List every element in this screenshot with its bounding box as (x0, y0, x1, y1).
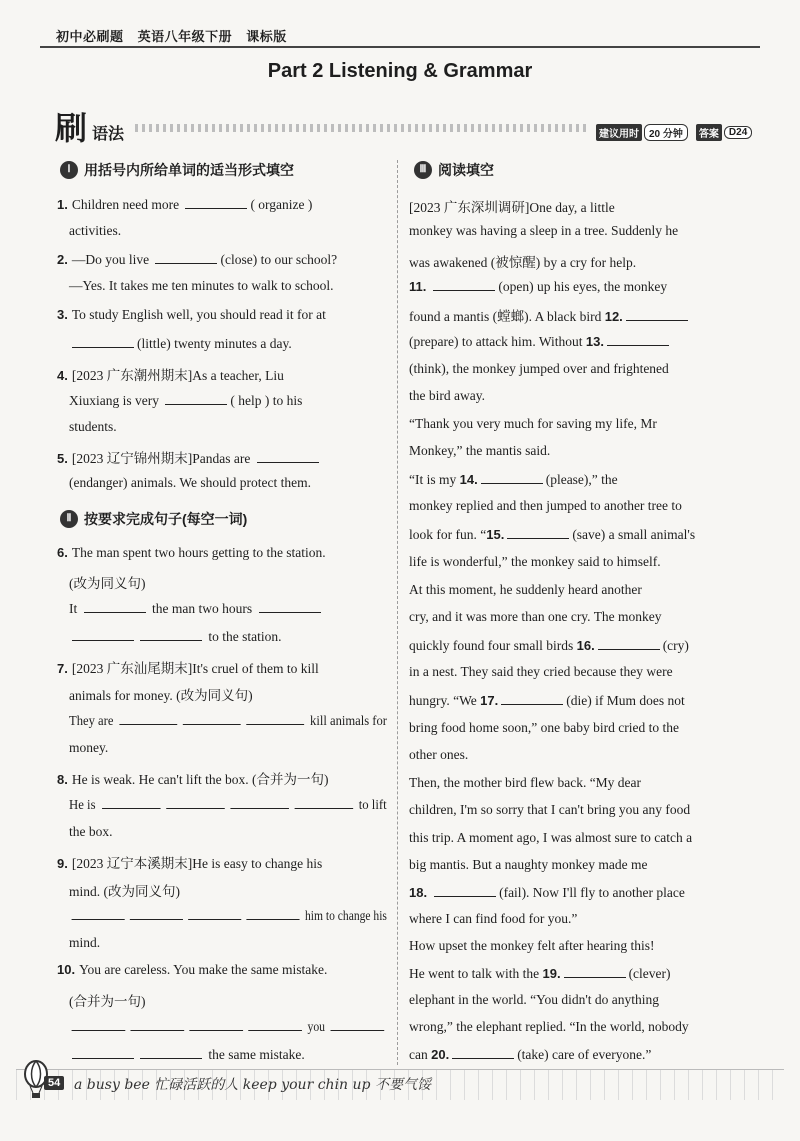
section-3-title: 阅读填空 (438, 162, 494, 178)
answer-blank[interactable] (185, 196, 247, 209)
text-segment: (please),” the (545, 472, 618, 487)
answer-blank[interactable] (130, 907, 183, 920)
question-number: 10. (57, 962, 76, 977)
text-segment: (open) up his eyes, the monkey (498, 279, 668, 294)
right-line (409, 775, 741, 791)
text-segment: to lift (355, 797, 387, 812)
question-number: 4. (57, 368, 68, 383)
text-segment: (合并为一句) (69, 994, 146, 1009)
right-line (409, 305, 741, 325)
text-segment: (die) if Mum does not (566, 693, 685, 708)
text-segment: was awakened (被惊醒) by a cry for help. (409, 255, 637, 270)
right-line (409, 692, 741, 709)
text-segment: the box. (69, 824, 113, 839)
header-rule (40, 46, 760, 48)
text-segment: (clever) (628, 966, 671, 981)
text-segment: (改为同义句) (69, 576, 146, 591)
subject-name: 英语八年级下册 (137, 29, 233, 44)
text-segment: cry, and it was more than one cry. The monkey (409, 609, 662, 624)
text-segment: money. (69, 740, 109, 755)
question-number: 14. (459, 472, 478, 487)
text-segment: quickly found four small birds (409, 638, 577, 653)
text-segment: [2023 广东潮州期末]As a teacher, Liu (71, 368, 284, 383)
left-line (69, 712, 387, 729)
running-header (56, 26, 297, 45)
left-line (69, 419, 387, 435)
answer-blank[interactable] (72, 628, 134, 641)
question-number: 18. (409, 885, 428, 900)
answer-blank[interactable] (331, 1018, 385, 1031)
page-number: 54 (44, 1076, 64, 1090)
text-segment: He is weak. He can't lift the box. (合并为一句) (71, 772, 329, 787)
question-number: 6. (57, 545, 68, 560)
question-number: 15. (486, 527, 505, 542)
question-number: 13. (585, 334, 604, 349)
left-line (69, 796, 387, 813)
answer-blank[interactable] (165, 392, 227, 405)
answer-blank[interactable] (130, 1018, 184, 1031)
right-line (409, 609, 741, 625)
section-2-title: 按要求完成句子(每空一词) (84, 511, 248, 527)
text-segment: Then, the mother bird flew back. “My dear (409, 775, 642, 790)
right-line (409, 802, 741, 818)
right-line (409, 637, 741, 654)
text-segment: elephant in the world. “You didn't do anything (409, 992, 660, 1007)
text-segment: (fail). Now I'll fly to another place (499, 885, 685, 900)
left-line (57, 962, 387, 978)
answer-blank[interactable] (183, 712, 241, 725)
text-segment: He is (69, 797, 99, 812)
brush-subtitle: 语法 (92, 126, 125, 143)
answer-page: D24 (724, 126, 752, 139)
answer-blank[interactable] (102, 796, 161, 809)
text-segment: At this moment, he suddenly heard another (409, 582, 642, 597)
right-line (409, 747, 741, 763)
left-line (57, 852, 387, 872)
text-segment: [2023 广东汕尾期末]It's cruel of them to kill (71, 661, 319, 676)
text-segment: The man spent two hours getting to the station. (71, 545, 326, 560)
section-1-badge: Ⅰ (60, 161, 78, 179)
text-segment: other ones. (409, 747, 469, 762)
answer-blank[interactable] (452, 1046, 514, 1059)
text-segment: mind. (改为同义句) (69, 884, 180, 899)
answer-blank[interactable] (481, 471, 543, 484)
left-line (57, 364, 387, 384)
right-line (409, 333, 741, 350)
right-line (409, 1046, 741, 1063)
answer-blank[interactable] (119, 712, 177, 725)
section-2-badge: Ⅱ (60, 510, 78, 528)
text-segment: this trip. A moment ago, I was almost sure to catch a (409, 830, 693, 845)
section-3-badge: Ⅲ (414, 161, 432, 179)
text-segment: You are careless. You make the same mistake. (79, 962, 328, 977)
left-line (57, 768, 387, 788)
answer-blank[interactable] (72, 335, 134, 348)
right-line (409, 911, 741, 927)
left-line (69, 880, 387, 900)
text-segment: “Thank you very much for saving my life, Mr (409, 416, 657, 431)
text-segment: (cry) (662, 638, 689, 653)
footer-motto: a busy bee 忙碌活跃的人 keep your chin up 不要气馁 (74, 1077, 431, 1093)
section-1-title: 用括号内所给单词的适当形式填空 (84, 162, 294, 178)
right-line (409, 223, 741, 239)
text-segment: He went to talk with the (409, 966, 543, 981)
text-segment: children, I'm so sorry that I can't bring you any food (409, 802, 691, 817)
text-segment: wrong,” the elephant replied. “In the world, nobody (409, 1019, 689, 1034)
left-line (69, 1018, 344, 1035)
question-number: 17. (480, 693, 499, 708)
answer-blank[interactable] (166, 796, 225, 809)
section-2-heading (60, 509, 247, 529)
text-segment: How upset the monkey felt after hearing this! (409, 938, 655, 953)
left-line (69, 824, 387, 840)
series-name: 初中必刷题 (56, 29, 124, 44)
text-segment: [2023 广东深圳调研]One day, a little (409, 200, 615, 215)
question-number: 1. (57, 197, 68, 212)
text-segment: life is wonderful,” the monkey said to himself. (409, 554, 661, 569)
answer-blank[interactable] (434, 884, 496, 897)
text-segment: animals for money. (改为同义句) (69, 688, 253, 703)
text-segment: Xiuxiang is very (69, 393, 163, 408)
text-segment: students. (69, 419, 117, 434)
question-number: 5. (57, 451, 68, 466)
answer-blank[interactable] (84, 600, 146, 613)
left-line (57, 196, 387, 213)
text-segment: (take) care of everyone.” (517, 1047, 652, 1062)
question-number: 8. (57, 772, 68, 787)
text-segment: “It is my (409, 472, 460, 487)
text-segment: (think), the monkey jumped over and frightened (409, 361, 669, 376)
right-line (409, 416, 741, 432)
answer-blank[interactable] (433, 278, 495, 291)
section-3-heading (414, 160, 494, 180)
answer-blank[interactable] (140, 628, 202, 641)
answer-blank[interactable] (72, 1018, 126, 1031)
time-label: 建议用时 (596, 124, 642, 141)
right-line (409, 720, 741, 736)
left-line (69, 935, 387, 951)
left-line (57, 657, 387, 677)
right-line (409, 884, 741, 901)
question-number: 3. (57, 307, 68, 322)
time-info (596, 124, 752, 141)
right-line (409, 938, 741, 954)
text-segment: To study English well, you should read it for at (71, 307, 326, 322)
part-title: Part 2 Listening & Grammar (267, 60, 533, 82)
text-segment: (little) twenty minutes a day. (137, 336, 292, 351)
left-line (69, 907, 387, 924)
left-line (69, 392, 387, 409)
left-line (69, 628, 387, 645)
answer-blank[interactable] (259, 600, 321, 613)
left-line (69, 278, 387, 294)
right-line (409, 443, 741, 459)
text-segment: to the station. (205, 629, 282, 644)
answer-blank[interactable] (230, 796, 289, 809)
left-line (69, 684, 387, 704)
left-line (69, 335, 387, 352)
left-line (69, 572, 387, 592)
question-number: 20. (431, 1047, 450, 1062)
text-segment: the same mistake. (205, 1047, 305, 1062)
answer-label: 答案 (696, 124, 722, 141)
question-number: 9. (57, 856, 68, 871)
time-value: 20 分钟 (644, 124, 688, 141)
left-line (57, 447, 387, 467)
text-segment: It (69, 601, 81, 616)
text-segment: you (304, 1019, 328, 1034)
text-segment: [2023 辽宁本溪期末]He is easy to change his (71, 856, 323, 871)
right-line (409, 498, 741, 514)
left-line (69, 740, 387, 756)
right-line (409, 1019, 741, 1035)
answer-blank[interactable] (72, 907, 125, 920)
answer-blank[interactable] (607, 333, 669, 346)
answer-blank[interactable] (501, 692, 563, 705)
text-segment: bring food home soon,” one baby bird cried to the (409, 720, 679, 735)
text-segment: activities. (69, 223, 122, 238)
left-line (69, 475, 387, 491)
right-line (409, 992, 741, 1008)
left-line (57, 307, 387, 323)
left-line (57, 545, 387, 561)
answer-blank[interactable] (248, 1018, 302, 1031)
text-segment: monkey was having a sleep in a tree. Suddenly he (409, 223, 679, 238)
text-segment: (close) to our school? (220, 252, 338, 267)
answer-blank[interactable] (140, 1046, 202, 1059)
text-segment: (save) a small animal's (572, 527, 696, 542)
right-line (409, 526, 741, 543)
right-line (409, 388, 741, 404)
right-line (409, 965, 741, 982)
right-line (409, 554, 741, 570)
text-segment: where I can find food for you.” (409, 911, 578, 926)
text-segment: big mantis. But a naughty monkey made me (409, 857, 648, 872)
text-segment: They are (69, 713, 117, 728)
right-line (409, 251, 741, 271)
answer-blank[interactable] (246, 907, 299, 920)
question-number: 2. (57, 252, 68, 267)
answer-blank[interactable] (507, 526, 569, 539)
answer-blank[interactable] (294, 796, 353, 809)
right-line (409, 361, 741, 377)
column-divider (397, 160, 398, 1065)
right-line (409, 664, 741, 680)
text-segment: the bird away. (409, 388, 485, 403)
right-line (409, 278, 741, 295)
left-line (57, 251, 387, 268)
left-line (69, 223, 387, 239)
question-number: 16. (576, 638, 595, 653)
text-segment: (prepare) to attack him. Without (409, 334, 586, 349)
section-1-heading (60, 160, 294, 180)
right-line (409, 857, 741, 873)
text-segment: Children need more (71, 197, 183, 212)
text-segment: found a mantis (螳螂). A black bird (409, 309, 605, 324)
text-segment: in a nest. They said they cried because they were (409, 664, 673, 679)
right-line (409, 830, 741, 846)
text-segment: —Yes. It takes me ten minutes to walk to school. (69, 278, 334, 293)
question-number: 12. (604, 309, 623, 324)
answer-blank[interactable] (564, 965, 626, 978)
decorative-strip (135, 124, 590, 132)
answer-blank[interactable] (598, 637, 660, 650)
question-number: 19. (542, 966, 561, 981)
text-segment: kill animals for (306, 713, 387, 728)
text-segment: [2023 辽宁锦州期末]Pandas are (71, 451, 254, 466)
answer-blank[interactable] (155, 251, 217, 264)
text-segment: the man two hours (148, 601, 256, 616)
text-segment: ( help ) to his (230, 393, 303, 408)
text-segment: —Do you live (71, 252, 153, 267)
answer-blank[interactable] (257, 450, 319, 463)
right-line (409, 582, 741, 598)
answer-blank[interactable] (626, 308, 688, 321)
brush-logo: 刷 (55, 110, 88, 146)
answer-blank[interactable] (188, 907, 241, 920)
text-segment: look for fun. “ (409, 527, 487, 542)
edition-name: 课标版 (246, 29, 287, 44)
text-segment: mind. (69, 935, 101, 950)
text-segment: can (409, 1047, 432, 1062)
answer-blank[interactable] (72, 1046, 134, 1059)
question-number: 11. (409, 279, 427, 294)
question-number: 7. (57, 661, 68, 676)
left-line (69, 600, 387, 617)
right-line (409, 471, 741, 488)
left-line (69, 1046, 387, 1063)
text-segment: monkey replied and then jumped to another tree to (409, 498, 682, 513)
text-segment: Monkey,” the mantis said. (409, 443, 551, 458)
text-segment: ( organize ) (250, 197, 313, 212)
text-segment: (endanger) animals. We should protect them. (69, 475, 311, 490)
text-segment: hungry. “We (409, 693, 481, 708)
left-line (69, 990, 387, 1010)
answer-blank[interactable] (189, 1018, 243, 1031)
text-segment: him to change his (302, 908, 387, 923)
answer-blank[interactable] (246, 712, 304, 725)
right-line (409, 196, 741, 216)
